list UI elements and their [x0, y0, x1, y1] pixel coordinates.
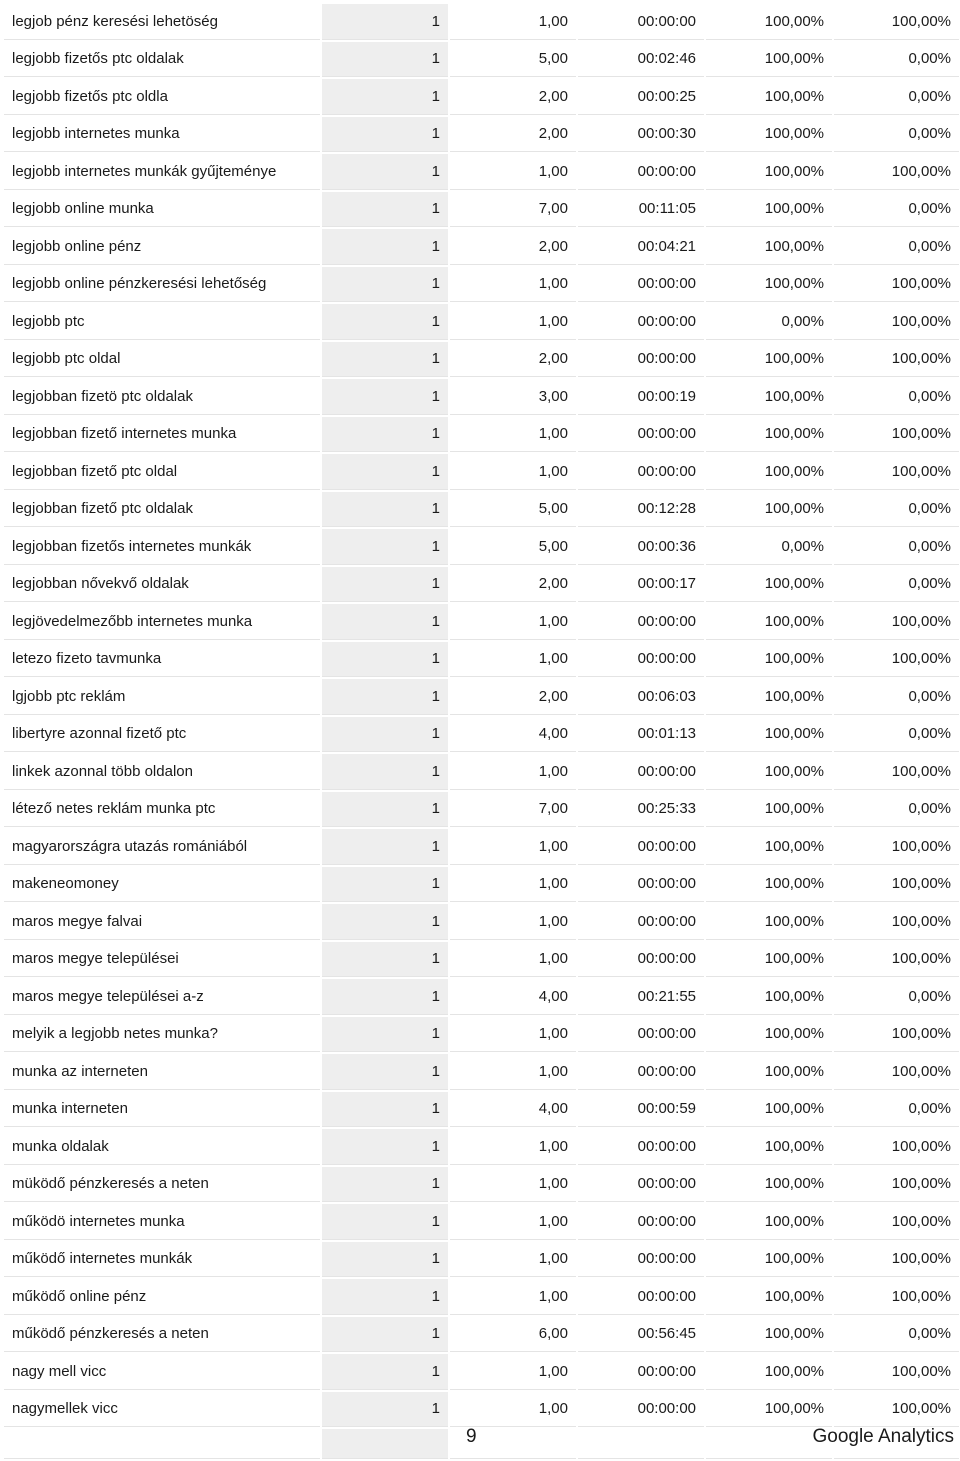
visits-cell: 1	[322, 1129, 448, 1165]
pages-per-visit-cell: 1,00	[450, 267, 576, 303]
avg-duration-cell: 00:21:55	[578, 979, 704, 1015]
bounce-rate-cell: 0,00%	[834, 529, 959, 565]
table-row	[4, 267, 959, 303]
keyword-cell: legjobban fizetö ptc oldalak	[4, 379, 320, 415]
table-row	[4, 417, 959, 453]
new-visits-cell: 100,00%	[706, 454, 832, 490]
new-visits-cell: 100,00%	[706, 829, 832, 865]
keyword-cell: maros megye falvai	[4, 904, 320, 940]
visits-cell: 1	[322, 829, 448, 865]
keyword-cell: munka az interneten	[4, 1054, 320, 1090]
bounce-rate-cell: 0,00%	[834, 1317, 959, 1353]
keyword-cell: magyarországra utazás romániából	[4, 829, 320, 865]
avg-duration-cell: 00:11:05	[578, 192, 704, 228]
avg-duration-cell: 00:00:00	[578, 1354, 704, 1390]
table-row	[4, 717, 959, 753]
table-row	[4, 192, 959, 228]
new-visits-cell: 100,00%	[706, 979, 832, 1015]
bounce-rate-cell: 100,00%	[834, 829, 959, 865]
visits-cell: 1	[322, 4, 448, 40]
bounce-rate-cell: 100,00%	[834, 1167, 959, 1203]
page-number: 9	[466, 1426, 477, 1447]
table-row	[4, 4, 959, 40]
new-visits-cell: 100,00%	[706, 1129, 832, 1165]
new-visits-cell: 100,00%	[706, 567, 832, 603]
avg-duration-cell: 00:00:36	[578, 529, 704, 565]
visits-cell: 1	[322, 492, 448, 528]
visits-cell: 1	[322, 1317, 448, 1353]
keyword-cell: legjob pénz keresési lehetöség	[4, 4, 320, 40]
table-row	[4, 1129, 959, 1165]
avg-duration-cell: 00:00:00	[578, 1392, 704, 1428]
bounce-rate-cell: 0,00%	[834, 229, 959, 265]
avg-duration-cell: 00:00:00	[578, 1242, 704, 1278]
keyword-cell: legjobban fizető ptc oldal	[4, 454, 320, 490]
pages-per-visit-cell: 1,00	[450, 1242, 576, 1278]
table-row	[4, 1317, 959, 1353]
avg-duration-cell: 00:00:00	[578, 267, 704, 303]
keyword-cell: működő pénzkeresés a neten	[4, 1317, 320, 1353]
new-visits-cell: 100,00%	[706, 379, 832, 415]
visits-cell: 1	[322, 1167, 448, 1203]
pages-per-visit-cell: 1,00	[450, 1279, 576, 1315]
bounce-rate-cell: 100,00%	[834, 4, 959, 40]
visits-cell: 1	[322, 529, 448, 565]
keyword-cell: munka interneten	[4, 1092, 320, 1128]
table-row	[4, 79, 959, 115]
table-row	[4, 679, 959, 715]
table-row	[4, 1354, 959, 1390]
table-body	[4, 4, 959, 1459]
keyword-cell: létező netes reklám munka ptc	[4, 792, 320, 828]
visits-cell: 1	[322, 904, 448, 940]
visits-cell: 1	[322, 792, 448, 828]
new-visits-cell: 100,00%	[706, 717, 832, 753]
avg-duration-cell: 00:00:00	[578, 1054, 704, 1090]
new-visits-cell: 100,00%	[706, 1054, 832, 1090]
visits-cell: 1	[322, 79, 448, 115]
table-row	[4, 1392, 959, 1428]
avg-duration-cell: 00:00:59	[578, 1092, 704, 1128]
new-visits-cell: 100,00%	[706, 42, 832, 78]
bounce-rate-cell: 100,00%	[834, 904, 959, 940]
avg-duration-cell: 00:00:00	[578, 1129, 704, 1165]
visits-cell: 1	[322, 942, 448, 978]
keyword-cell: legjobb online munka	[4, 192, 320, 228]
pages-per-visit-cell: 5,00	[450, 42, 576, 78]
table-row	[4, 1279, 959, 1315]
new-visits-cell: 100,00%	[706, 154, 832, 190]
bounce-rate-cell: 100,00%	[834, 1204, 959, 1240]
table-row	[4, 942, 959, 978]
pages-per-visit-cell: 2,00	[450, 567, 576, 603]
avg-duration-cell: 00:06:03	[578, 679, 704, 715]
table-row	[4, 1017, 959, 1053]
new-visits-cell: 100,00%	[706, 679, 832, 715]
table-row	[4, 754, 959, 790]
new-visits-cell: 100,00%	[706, 417, 832, 453]
keyword-cell: libertyre azonnal fizető ptc	[4, 717, 320, 753]
pages-per-visit-cell: 1,00	[450, 1204, 576, 1240]
new-visits-cell: 100,00%	[706, 492, 832, 528]
visits-cell: 1	[322, 192, 448, 228]
keyword-cell: legjobb ptc	[4, 304, 320, 340]
pages-per-visit-cell: 2,00	[450, 229, 576, 265]
keyword-cell: maros megye települései	[4, 942, 320, 978]
table-row	[4, 379, 959, 415]
avg-duration-cell: 00:00:00	[578, 942, 704, 978]
avg-duration-cell: 00:56:45	[578, 1317, 704, 1353]
keyword-cell: legjobb fizetős ptc oldalak	[4, 42, 320, 78]
bounce-rate-cell: 100,00%	[834, 942, 959, 978]
table-row	[4, 1054, 959, 1090]
keyword-cell: legjobb ptc oldal	[4, 342, 320, 378]
new-visits-cell: 100,00%	[706, 1092, 832, 1128]
visits-cell: 1	[322, 567, 448, 603]
keyword-cell: működő online pénz	[4, 1279, 320, 1315]
new-visits-cell: 100,00%	[706, 642, 832, 678]
bounce-rate-cell: 100,00%	[834, 342, 959, 378]
bounce-rate-cell: 0,00%	[834, 679, 959, 715]
bounce-rate-cell: 0,00%	[834, 1092, 959, 1128]
new-visits-cell: 100,00%	[706, 1242, 832, 1278]
pages-per-visit-cell: 2,00	[450, 342, 576, 378]
avg-duration-cell: 00:00:00	[578, 454, 704, 490]
bounce-rate-cell: 100,00%	[834, 867, 959, 903]
bounce-rate-cell: 0,00%	[834, 792, 959, 828]
table-row	[4, 1167, 959, 1203]
keyword-cell: makeneomoney	[4, 867, 320, 903]
bounce-rate-cell: 0,00%	[834, 567, 959, 603]
visits-cell: 1	[322, 304, 448, 340]
new-visits-cell: 100,00%	[706, 79, 832, 115]
pages-per-visit-cell: 1,00	[450, 154, 576, 190]
table-row	[4, 979, 959, 1015]
visits-cell: 1	[322, 1354, 448, 1390]
new-visits-cell: 100,00%	[706, 342, 832, 378]
bounce-rate-cell: 100,00%	[834, 304, 959, 340]
bounce-rate-cell: 0,00%	[834, 717, 959, 753]
visits-cell: 1	[322, 42, 448, 78]
table-row	[4, 867, 959, 903]
bounce-rate-cell: 100,00%	[834, 1242, 959, 1278]
keyword-cell: működő internetes munkák	[4, 1242, 320, 1278]
avg-duration-cell: 00:00:00	[578, 904, 704, 940]
visits-cell: 1	[322, 229, 448, 265]
keyword-cell: linkek azonnal több oldalon	[4, 754, 320, 790]
visits-cell: 1	[322, 154, 448, 190]
pages-per-visit-cell: 1,00	[450, 454, 576, 490]
keyword-cell: melyik a legjobb netes munka?	[4, 1017, 320, 1053]
pages-per-visit-cell: 1,00	[450, 1129, 576, 1165]
avg-duration-cell: 00:00:00	[578, 4, 704, 40]
visits-cell: 1	[322, 604, 448, 640]
pages-per-visit-cell: 4,00	[450, 1092, 576, 1128]
bounce-rate-cell: 100,00%	[834, 1017, 959, 1053]
bounce-rate-cell: 100,00%	[834, 417, 959, 453]
avg-duration-cell: 00:00:17	[578, 567, 704, 603]
pages-per-visit-cell: 7,00	[450, 192, 576, 228]
bounce-rate-cell: 100,00%	[834, 454, 959, 490]
pages-per-visit-cell: 1,00	[450, 754, 576, 790]
visits-cell: 1	[322, 717, 448, 753]
keyword-cell: legjövedelmezőbb internetes munka	[4, 604, 320, 640]
pages-per-visit-cell: 4,00	[450, 979, 576, 1015]
empty-cell	[322, 1429, 448, 1459]
pages-per-visit-cell: 1,00	[450, 1017, 576, 1053]
table-row	[4, 154, 959, 190]
avg-duration-cell: 00:00:00	[578, 154, 704, 190]
keyword-cell: legjobb online pénzkeresési lehetőség	[4, 267, 320, 303]
keyword-report-table	[2, 2, 960, 1461]
keyword-cell: nagymellek vicc	[4, 1392, 320, 1428]
avg-duration-cell: 00:00:00	[578, 829, 704, 865]
avg-duration-cell: 00:12:28	[578, 492, 704, 528]
table-row	[4, 567, 959, 603]
new-visits-cell: 100,00%	[706, 867, 832, 903]
visits-cell: 1	[322, 754, 448, 790]
keyword-cell: nagy mell vicc	[4, 1354, 320, 1390]
new-visits-cell: 100,00%	[706, 1017, 832, 1053]
keyword-cell: lgjobb ptc reklám	[4, 679, 320, 715]
bounce-rate-cell: 100,00%	[834, 754, 959, 790]
avg-duration-cell: 00:02:46	[578, 42, 704, 78]
visits-cell: 1	[322, 979, 448, 1015]
visits-cell: 1	[322, 117, 448, 153]
pages-per-visit-cell: 2,00	[450, 679, 576, 715]
empty-cell	[578, 1429, 704, 1459]
avg-duration-cell: 00:04:21	[578, 229, 704, 265]
table-row	[4, 117, 959, 153]
keyword-cell: munka oldalak	[4, 1129, 320, 1165]
avg-duration-cell: 00:00:00	[578, 867, 704, 903]
keyword-cell: legjobban fizetős internetes munkák	[4, 529, 320, 565]
pages-per-visit-cell: 1,00	[450, 604, 576, 640]
new-visits-cell: 100,00%	[706, 1317, 832, 1353]
visits-cell: 1	[322, 679, 448, 715]
pages-per-visit-cell: 6,00	[450, 1317, 576, 1353]
keyword-cell: legjobban fizető internetes munka	[4, 417, 320, 453]
bounce-rate-cell: 0,00%	[834, 492, 959, 528]
bounce-rate-cell: 100,00%	[834, 1392, 959, 1428]
table-row	[4, 1204, 959, 1240]
pages-per-visit-cell: 1,00	[450, 417, 576, 453]
pages-per-visit-cell: 1,00	[450, 1167, 576, 1203]
avg-duration-cell: 00:25:33	[578, 792, 704, 828]
pages-per-visit-cell: 1,00	[450, 304, 576, 340]
bounce-rate-cell: 100,00%	[834, 154, 959, 190]
new-visits-cell: 100,00%	[706, 904, 832, 940]
bounce-rate-cell: 100,00%	[834, 1054, 959, 1090]
pages-per-visit-cell: 1,00	[450, 904, 576, 940]
new-visits-cell: 100,00%	[706, 4, 832, 40]
visits-cell: 1	[322, 1054, 448, 1090]
table-row	[4, 492, 959, 528]
bounce-rate-cell: 0,00%	[834, 79, 959, 115]
visits-cell: 1	[322, 379, 448, 415]
new-visits-cell: 100,00%	[706, 754, 832, 790]
table-row	[4, 342, 959, 378]
keyword-cell: legjobb online pénz	[4, 229, 320, 265]
empty-cell	[4, 1429, 320, 1459]
bounce-rate-cell: 100,00%	[834, 1354, 959, 1390]
table-row	[4, 642, 959, 678]
table-row	[4, 229, 959, 265]
avg-duration-cell: 00:00:00	[578, 1167, 704, 1203]
new-visits-cell: 100,00%	[706, 229, 832, 265]
new-visits-cell: 100,00%	[706, 1392, 832, 1428]
visits-cell: 1	[322, 1392, 448, 1428]
bounce-rate-cell: 0,00%	[834, 379, 959, 415]
new-visits-cell: 0,00%	[706, 529, 832, 565]
table-row	[4, 604, 959, 640]
new-visits-cell: 0,00%	[706, 304, 832, 340]
pages-per-visit-cell: 5,00	[450, 529, 576, 565]
visits-cell: 1	[322, 1279, 448, 1315]
new-visits-cell: 100,00%	[706, 942, 832, 978]
bounce-rate-cell: 100,00%	[834, 267, 959, 303]
pages-per-visit-cell: 2,00	[450, 117, 576, 153]
visits-cell: 1	[322, 867, 448, 903]
pages-per-visit-cell: 1,00	[450, 1054, 576, 1090]
table-row	[4, 1092, 959, 1128]
pages-per-visit-cell: 2,00	[450, 79, 576, 115]
new-visits-cell: 100,00%	[706, 192, 832, 228]
bounce-rate-cell: 100,00%	[834, 604, 959, 640]
keyword-cell: legjobb internetes munkák gyűjteménye	[4, 154, 320, 190]
bounce-rate-cell: 100,00%	[834, 1279, 959, 1315]
table-row	[4, 304, 959, 340]
keyword-cell: letezo fizeto tavmunka	[4, 642, 320, 678]
avg-duration-cell: 00:01:13	[578, 717, 704, 753]
keyword-cell: maros megye települései a-z	[4, 979, 320, 1015]
new-visits-cell: 100,00%	[706, 1279, 832, 1315]
pages-per-visit-cell: 1,00	[450, 829, 576, 865]
keyword-cell: legjobb internetes munka	[4, 117, 320, 153]
keyword-cell: müködő pénzkeresés a neten	[4, 1167, 320, 1203]
pages-per-visit-cell: 5,00	[450, 492, 576, 528]
keyword-cell: legjobb fizetős ptc oldla	[4, 79, 320, 115]
pages-per-visit-cell: 3,00	[450, 379, 576, 415]
pages-per-visit-cell: 4,00	[450, 717, 576, 753]
avg-duration-cell: 00:00:00	[578, 604, 704, 640]
bounce-rate-cell: 100,00%	[834, 642, 959, 678]
visits-cell: 1	[322, 417, 448, 453]
visits-cell: 1	[322, 454, 448, 490]
bounce-rate-cell: 100,00%	[834, 1129, 959, 1165]
avg-duration-cell: 00:00:25	[578, 79, 704, 115]
table-row	[4, 829, 959, 865]
avg-duration-cell: 00:00:00	[578, 1204, 704, 1240]
visits-cell: 1	[322, 1017, 448, 1053]
avg-duration-cell: 00:00:00	[578, 1017, 704, 1053]
visits-cell: 1	[322, 1242, 448, 1278]
keyword-cell: legjobban fizető ptc oldalak	[4, 492, 320, 528]
bounce-rate-cell: 0,00%	[834, 979, 959, 1015]
table-row	[4, 529, 959, 565]
new-visits-cell: 100,00%	[706, 1354, 832, 1390]
avg-duration-cell: 00:00:00	[578, 417, 704, 453]
avg-duration-cell: 00:00:00	[578, 304, 704, 340]
keyword-cell: működö internetes munka	[4, 1204, 320, 1240]
pages-per-visit-cell: 1,00	[450, 1392, 576, 1428]
new-visits-cell: 100,00%	[706, 267, 832, 303]
keyword-cell: legjobban nővekvő oldalak	[4, 567, 320, 603]
avg-duration-cell: 00:00:00	[578, 1279, 704, 1315]
avg-duration-cell: 00:00:19	[578, 379, 704, 415]
avg-duration-cell: 00:00:00	[578, 342, 704, 378]
table-row	[4, 1242, 959, 1278]
table-row	[4, 42, 959, 78]
pages-per-visit-cell: 7,00	[450, 792, 576, 828]
avg-duration-cell: 00:00:00	[578, 754, 704, 790]
avg-duration-cell: 00:00:00	[578, 642, 704, 678]
table-row	[4, 454, 959, 490]
pages-per-visit-cell: 1,00	[450, 4, 576, 40]
bounce-rate-cell: 0,00%	[834, 192, 959, 228]
table-row	[4, 792, 959, 828]
pages-per-visit-cell: 1,00	[450, 867, 576, 903]
visits-cell: 1	[322, 1092, 448, 1128]
avg-duration-cell: 00:00:30	[578, 117, 704, 153]
pages-per-visit-cell: 1,00	[450, 942, 576, 978]
new-visits-cell: 100,00%	[706, 117, 832, 153]
bounce-rate-cell: 0,00%	[834, 117, 959, 153]
new-visits-cell: 100,00%	[706, 1167, 832, 1203]
pages-per-visit-cell: 1,00	[450, 1354, 576, 1390]
bounce-rate-cell: 0,00%	[834, 42, 959, 78]
visits-cell: 1	[322, 342, 448, 378]
table-row	[4, 904, 959, 940]
pages-per-visit-cell: 1,00	[450, 642, 576, 678]
new-visits-cell: 100,00%	[706, 604, 832, 640]
visits-cell: 1	[322, 267, 448, 303]
visits-cell: 1	[322, 642, 448, 678]
footer-brand: Google Analytics	[812, 1426, 954, 1447]
visits-cell: 1	[322, 1204, 448, 1240]
new-visits-cell: 100,00%	[706, 1204, 832, 1240]
new-visits-cell: 100,00%	[706, 792, 832, 828]
